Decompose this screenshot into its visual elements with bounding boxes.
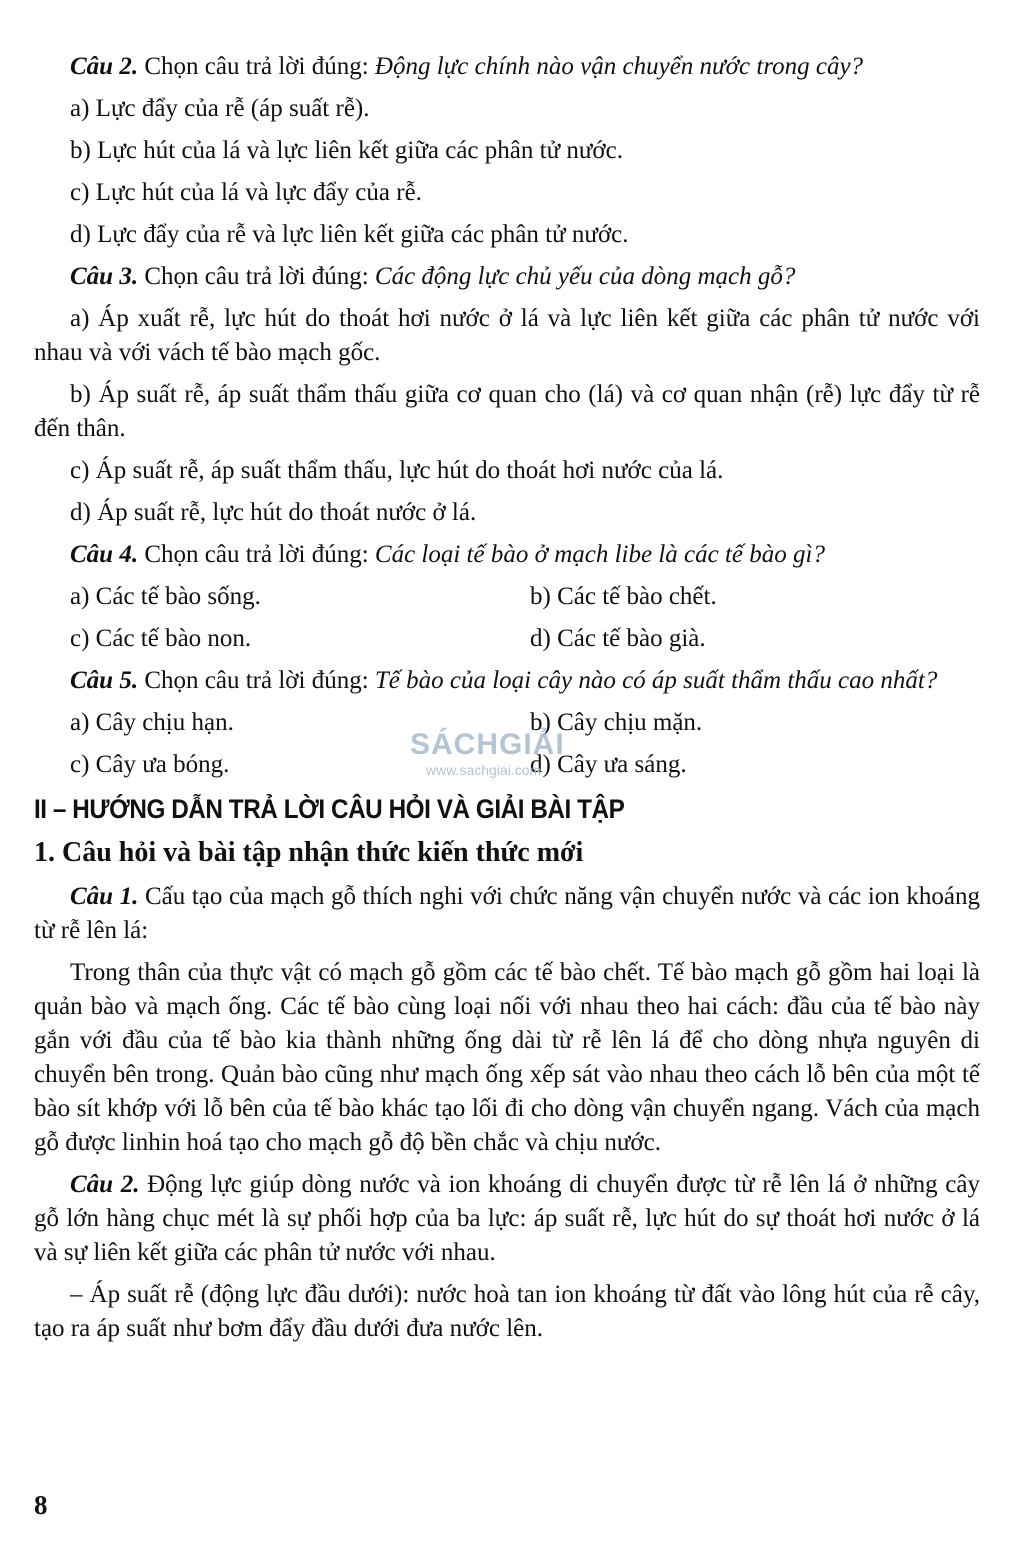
answer-option: a) Lực đẩy của rễ (áp suất rễ).	[70, 95, 370, 122]
question-lead: Chọn câu trả lời đúng:	[138, 667, 375, 694]
page-content	[34, 50, 980, 1354]
answer-option: b) Các tế bào chết.	[530, 583, 717, 610]
question-block	[34, 50, 980, 252]
question-stem	[34, 664, 980, 698]
answer-option: c) Các tế bào non.	[70, 625, 252, 652]
question-stem	[34, 538, 980, 572]
answer-label: Câu 2.	[70, 1171, 140, 1198]
answer-option: d) Áp suất rễ, lực hút do thoát nước ở lá.	[70, 499, 477, 526]
answer-paragraph	[34, 880, 980, 948]
answer-option: d) Cây ưa sáng.	[530, 751, 687, 778]
answer-option: c) Lực hút của lá và lực đẩy của rễ.	[70, 179, 422, 206]
question-label: Câu 3.	[70, 263, 139, 290]
watermark	[410, 728, 620, 818]
question-text: Động lực chính nào vận chuyển nước trong cây?	[374, 53, 864, 80]
answer-paragraph	[34, 956, 980, 1160]
answer-option-row	[34, 622, 980, 656]
answer-option: d) Lực đẩy của rễ và lực liên kết giữa các phân tử nước.	[70, 221, 629, 248]
answer-option: a) Cây chịu hạn.	[70, 709, 234, 736]
question-text: Các động lực chủ yếu của dòng mạch gỗ?	[374, 263, 796, 290]
answer-label: Câu 1.	[70, 883, 139, 910]
answer-option: b) Cây chịu mặn.	[530, 709, 703, 736]
question-lead: Chọn câu trả lời đúng:	[138, 53, 375, 80]
answer-option: c) Cây ưa bóng.	[70, 751, 230, 778]
question-lead: Chọn câu trả lời đúng:	[138, 263, 375, 290]
answer-option: b) Áp suất rễ, áp suất thẩm thấu giữa cơ quan cho (lá) và cơ quan nhận (rễ) lực đẩy từ rễ đến thân.	[34, 381, 980, 442]
page-number: 8	[34, 1490, 48, 1520]
question-lead: Chọn câu trả lời đúng:	[138, 541, 375, 568]
subsection-heading: 1. Câu hỏi và bài tập nhận thức kiến thức mới	[34, 837, 584, 868]
answer-text: Trong thân của thực vật có mạch gỗ gồm các tế bào chết. Tế bào mạch gỗ gồm hai loại là quản bào và mạch ống. Các tế bào cùng loại nối với nhau theo hai cách: đầu của tế bào này gắn với đầu của tế bào kia thành những ống dài từ rễ lên lá để cho dòng nhựa nguyên di chuyển bên trong. Quản bào cũng như mạch ống xếp sát vào nhau theo cách lỗ bên của một tế bào sít khớp với lỗ bên của tế bào khác tạo lối đi cho dòng vận chuyển ngang. Vách của mạch gỗ được linhin hoá tạo cho mạch gỗ độ bền chắc và chịu nước.	[34, 959, 980, 1156]
answer-text: Cấu tạo của mạch gỗ thích nghi với chức năng vận chuyển nước và các ion khoáng từ rễ lên lá:	[34, 883, 980, 944]
answer-option: a) Áp xuất rễ, lực hút do thoát hơi nước ở lá và lực liên kết giữa các phân tử nước với nhau và với vách tế bào mạch gốc.	[34, 305, 980, 366]
watermark-logo: SÁCHGIẢI	[410, 728, 565, 761]
answer-option: b) Lực hút của lá và lực liên kết giữa các phân tử nước.	[70, 137, 623, 164]
answer-text: Động lực giúp dòng nước và ion khoáng di chuyển được từ rễ lên lá ở những cây gỗ lớn hàng chục mét là sự phối hợp của ba lực: áp suất rễ, lực hút do sự thoát hơi nước ở lá và sự liên kết giữa các phân tử nước với nhau.	[34, 1171, 980, 1266]
answer-option: a) Các tế bào sống.	[70, 583, 261, 610]
question-text: Các loại tế bào ở mạch libe là các tế bào gì?	[374, 541, 825, 568]
question-block	[34, 538, 980, 656]
watermark-url: www.sachgiai.com	[426, 762, 542, 778]
question-text: Tế bào của loại cây nào có áp suất thẩm thấu cao nhất?	[374, 667, 938, 694]
answer-option-row	[34, 580, 980, 614]
question-label: Câu 5.	[70, 667, 139, 694]
answer-text: – Áp suất rễ (động lực đầu dưới): nước hoà tan ion khoáng từ đất vào lông hút của rễ cây, tạo ra áp suất như bơm đẩy đầu dưới đưa nước lên.	[34, 1281, 980, 1342]
question-label: Câu 4.	[70, 541, 139, 568]
question-block	[34, 260, 980, 530]
question-stem	[34, 260, 980, 294]
answer-paragraph	[34, 1278, 980, 1346]
question-stem	[34, 50, 980, 84]
question-label: Câu 2.	[70, 53, 139, 80]
section-heading: II – HƯỚNG DẪN TRẢ LỜI CÂU HỎI VÀ GIẢI BÀI TẬP	[34, 794, 625, 824]
answer-option: d) Các tế bào già.	[530, 625, 706, 652]
answer-option: c) Áp suất rễ, áp suất thẩm thấu, lực hút do thoát hơi nước của lá.	[70, 457, 724, 484]
answer-paragraph	[34, 1168, 980, 1270]
